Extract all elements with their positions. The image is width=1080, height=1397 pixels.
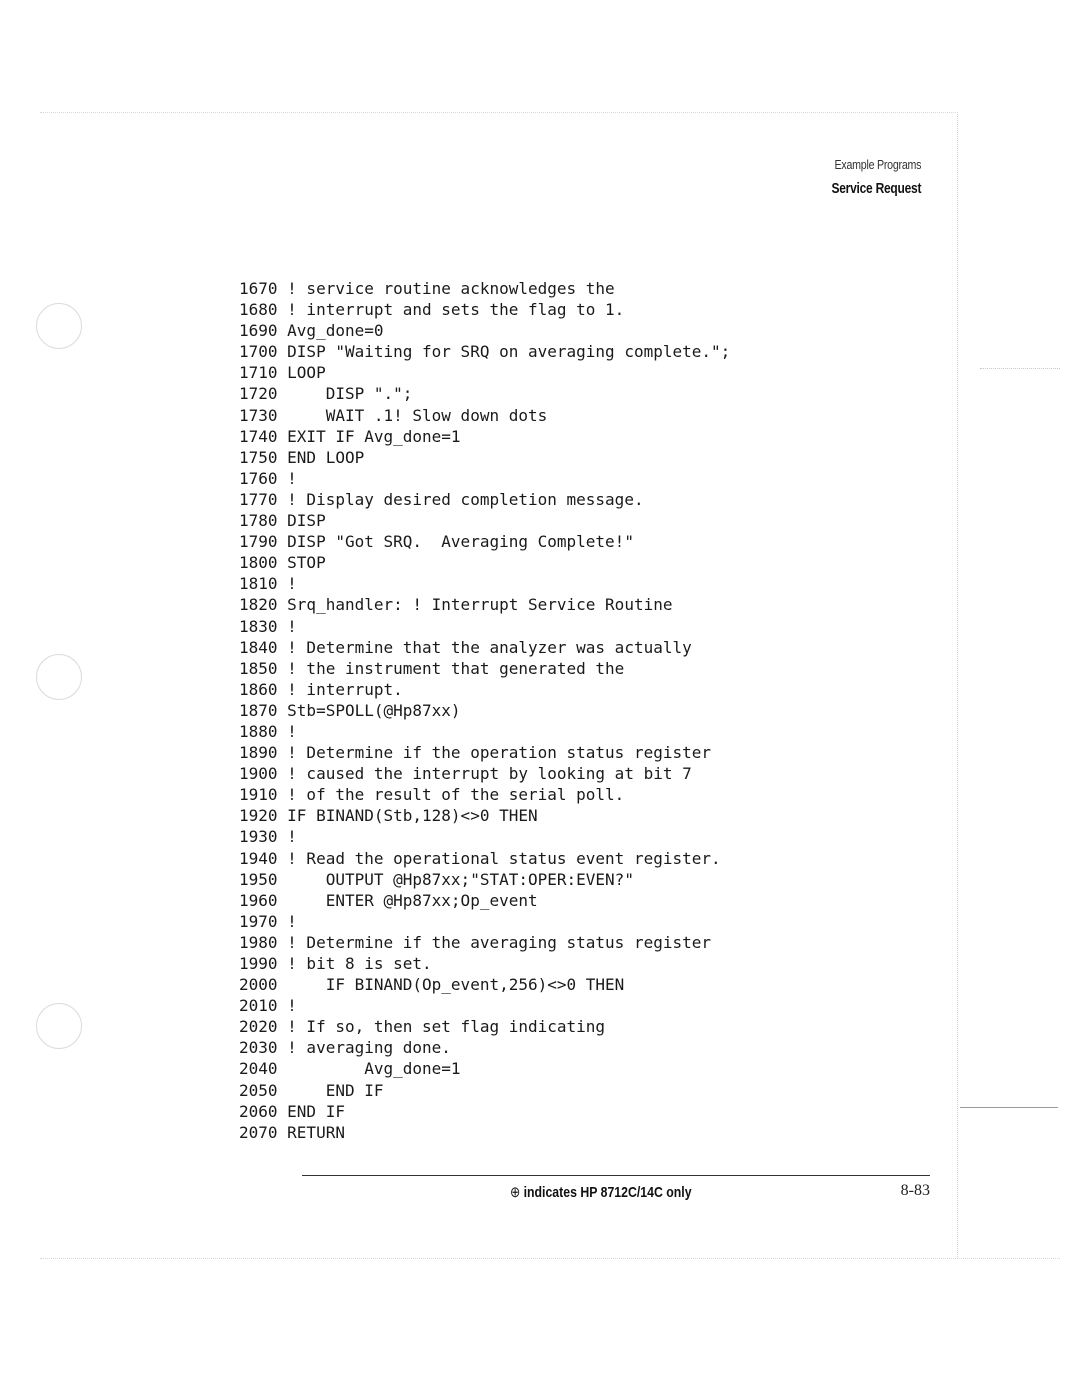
code-line: 1890 ! Determine if the operation status register — [239, 743, 712, 763]
code-line: 1900 ! caused the interrupt by looking at bit 7 — [239, 764, 692, 784]
code-line: 1920 IF BINAND(Stb,128)<>0 THEN — [239, 806, 538, 826]
page-number: 8-83 — [900, 1182, 930, 1199]
code-line: 1770 ! Display desired completion message. — [239, 489, 644, 509]
code-line: 1790 DISP "Got SRQ. Averaging Complete!" — [239, 532, 634, 552]
code-line: 2030 ! averaging done. — [239, 1038, 451, 1058]
side-margin-dots — [980, 368, 1060, 369]
globe-icon: ⊕ — [510, 1184, 521, 1201]
code-line: 1800 STOP — [239, 553, 326, 573]
code-line: 1780 DISP — [239, 511, 326, 531]
footer-note-text: indicates HP 8712C/14C only — [523, 1184, 692, 1201]
code-line: 1680 ! interrupt and sets the flag to 1. — [239, 300, 625, 320]
code-line: 1950 OUTPUT @Hp87xx;"STAT:OPER:EVEN?" — [239, 869, 634, 889]
code-line: 1860 ! interrupt. — [239, 679, 403, 699]
code-line: 1670 ! service routine acknowledges the — [239, 279, 615, 298]
side-margin-rule — [960, 1107, 1058, 1108]
code-line: 2020 ! If so, then set flag indicating — [239, 1017, 606, 1037]
code-line: 2010 ! — [239, 996, 297, 1016]
code-line: 1710 LOOP — [239, 363, 326, 383]
footer-rule — [302, 1175, 930, 1176]
code-line: 1870 Stb=SPOLL(@Hp87xx) — [239, 700, 461, 720]
code-line: 1840 ! Determine that the analyzer was actually — [239, 637, 692, 657]
code-listing — [239, 278, 730, 1143]
code-line: 1990 ! bit 8 is set. — [239, 954, 432, 973]
code-line: 1690 Avg_done=0 — [239, 321, 384, 341]
header-title: Service Request — [831, 180, 921, 197]
code-line: 1850 ! the instrument that generated the — [239, 658, 625, 678]
page-edge-right — [957, 114, 958, 1259]
code-line: 1980 ! Determine if the averaging status register — [239, 932, 712, 952]
code-line: 2000 IF BINAND(Op_event,256)<>0 THEN — [239, 975, 625, 995]
code-line: 2040 Avg_done=1 — [239, 1059, 461, 1079]
footer-note — [510, 1183, 692, 1201]
header-section: Example Programs — [834, 157, 921, 172]
code-line: 1970 ! — [239, 911, 297, 931]
code-line: 1720 DISP "."; — [239, 384, 413, 404]
code-line: 1730 WAIT .1! Slow down dots — [239, 405, 548, 425]
code-line: 1930 ! — [239, 827, 297, 847]
code-line: 1880 ! — [239, 721, 297, 741]
code-line: 1830 ! — [239, 616, 297, 636]
punch-hole-top — [36, 303, 82, 349]
code-line: 2060 END IF — [239, 1101, 345, 1121]
running-header — [809, 154, 921, 202]
punch-hole-bottom — [36, 1003, 82, 1049]
code-line: 1740 EXIT IF Avg_done=1 — [239, 426, 461, 446]
code-line: 1820 Srq_handler: ! Interrupt Service Routine — [239, 595, 673, 615]
code-line: 2070 RETURN — [239, 1122, 345, 1142]
code-line: 1910 ! of the result of the serial poll. — [239, 785, 625, 805]
code-line: 1810 ! — [239, 574, 297, 594]
page-edge-top — [40, 112, 958, 113]
code-line: 1960 ENTER @Hp87xx;Op_event — [239, 890, 538, 910]
code-line: 2050 END IF — [239, 1080, 384, 1100]
page-edge-bottom — [40, 1258, 1060, 1259]
code-line: 1750 END LOOP — [239, 447, 365, 467]
code-line: 1940 ! Read the operational status event register. — [239, 848, 721, 868]
code-line: 1700 DISP "Waiting for SRQ on averaging complete."; — [239, 342, 731, 362]
punch-hole-middle — [36, 654, 82, 700]
code-line: 1760 ! — [239, 468, 297, 488]
